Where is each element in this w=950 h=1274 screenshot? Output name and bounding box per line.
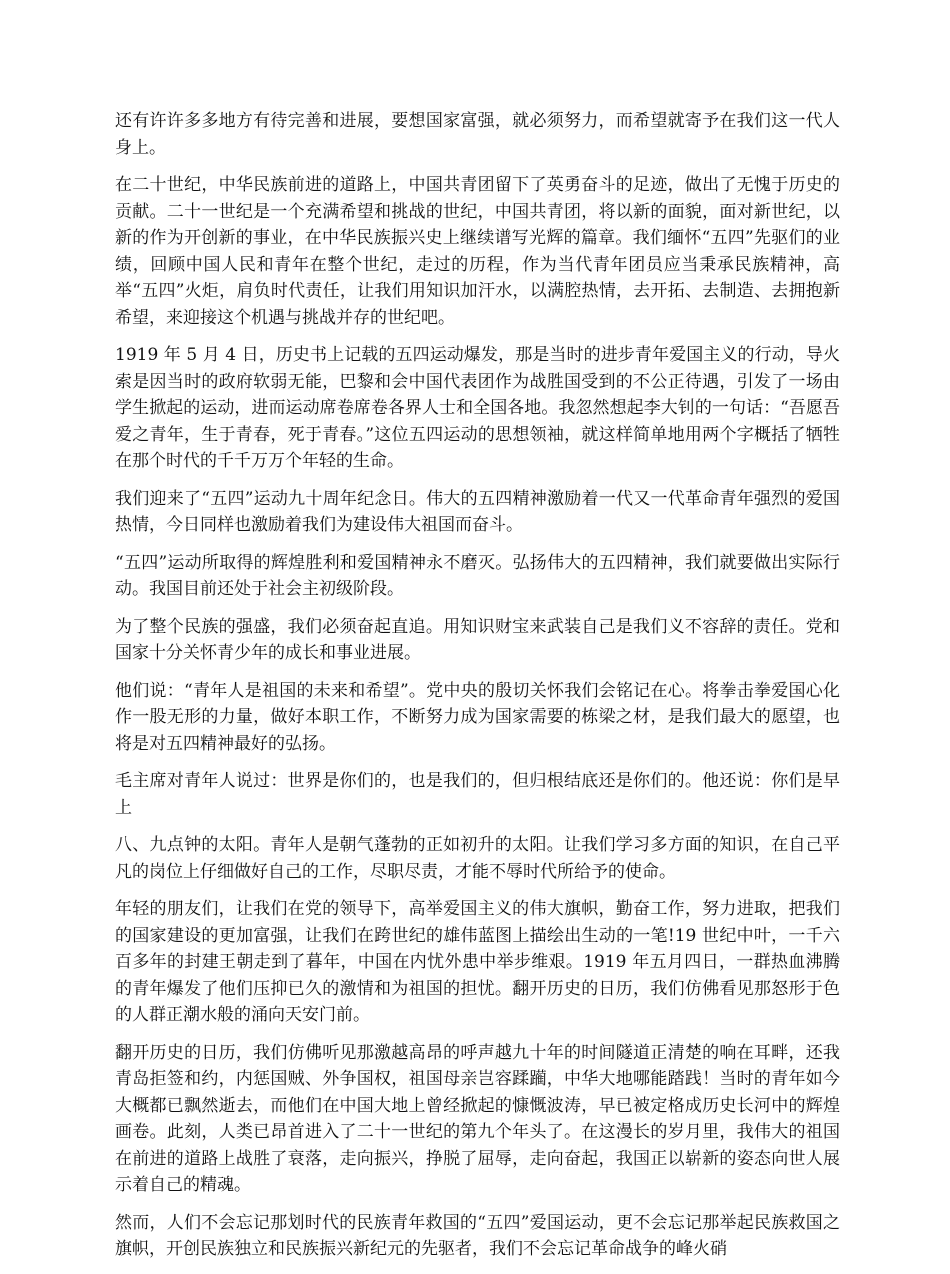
paragraph: 还有许许多多地方有待完善和进展，要想国家富强，就必须努力，而希望就寄予在我们这一代人身上。 <box>115 111 840 158</box>
paragraph: 在二十世纪，中华民族前进的道路上，中国共青团留下了英勇奋斗的足迹，做出了无愧于历史的贡献。二十一世纪是一个充满希望和挑战的世纪，中国共青团，将以新的面貌，面对新世纪，以新的作为开创新的事业，在中华民族振兴史上继续谱写光辉的篇章。我们缅怀“五四”先驱们的业绩，回顾中国人民和青年在整个世纪，走过的历程，作为当代青年团员应当秉承民族精神，高举“五四”火炬，肩负时代责任，让我们用知识加汗水，以满腔热情，去开拓、去制造、去拥抱新希望，来迎接这个机遇与挑战并存的世纪吧。 <box>115 175 840 328</box>
paragraph: 然而，人们不会忘记那划时代的民族青年救国的“五四”爱国运动，更不会忘记那举起民族救国之旗帜，开创民族独立和民族振兴新纪元的先驱者，我们不会忘记革命战争的峰火硝 <box>115 1212 840 1259</box>
paragraph: 他们说：“青年人是祖国的未来和希望”。党中央的殷切关怀我们会铭记在心。将拳击拳爱国心化作一股无形的力量，做好本职工作，不断努力成为国家需要的栋梁之材，是我们最大的愿望，也将是对五四精神最好的弘扬。 <box>115 680 840 754</box>
paragraph: “五四”运动所取得的辉煌胜利和爱国精神永不磨灭。弘扬伟大的五四精神，我们就要做出实际行动。我国目前还处于社会主初级阶段。 <box>115 552 840 599</box>
paragraph: 年轻的朋友们，让我们在党的领导下，高举爱国主义的伟大旗帜，勤奋工作，努力进取，把我们的国家建设的更加富强，让我们在跨世纪的雄伟蓝图上描绘出生动的一笔!19 世纪中叶，一千六百多年的封建王朝走到了暮年，中国在内忧外患中举步维艰。1919 年五月四日，一群热血沸腾的青年爆发了他们压抑已久的激情和为祖国的担忧。翻开历史的日历，我们仿佛看见那怒形于色的人群正潮水般的涌向天安门前。 <box>115 899 840 1025</box>
paragraph: 八、九点钟的太阳。青年人是朝气蓬勃的正如初升的太阳。让我们学习多方面的知识，在自己平凡的岗位上仔细做好自己的工作，尽职尽责，才能不辱时代所给予的使命。 <box>115 835 840 882</box>
paragraph: 翻开历史的日历，我们仿佛听见那激越高昂的呼声越九十年的时间隧道正清楚的响在耳畔，还我青岛拒签和约，内惩国贼、外争国权，祖国母亲岂容蹂躏，中华大地哪能踏践！当时的青年如今大概都已飘然逝去，而他们在中国大地上曾经掀起的慷慨波涛，早已被定格成历史长河中的辉煌画卷。此刻，人类已昂首进入了二十一世纪的第九个年头了。在这漫长的岁月里，我伟大的祖国在前进的道路上战胜了衰落，走向振兴，挣脱了屈辱，走向奋起，我国正以崭新的姿态向世人展示着自己的精魂。 <box>115 1042 840 1195</box>
paragraph: 1919 年 5 月 4 日，历史书上记载的五四运动爆发，那是当时的进步青年爱国主义的行动，导火索是因当时的政府软弱无能，巴黎和会中国代表团作为战胜国受到的不公正待遇，引发了一场由学生掀起的运动，进而运动席卷席卷各界人士和全国各地。我忽然想起李大钊的一句话：“吾愿吾爱之青年，生于青春，死于青春。”这位五四运动的思想领袖，就这样简单地用两个字概括了牺牲在那个时代的千千万万个年轻的生命。 <box>115 345 840 471</box>
paragraph: 为了整个民族的强盛，我们必须奋起直追。用知识财宝来武装自己是我们义不容辞的责任。党和国家十分关怀青少年的成长和事业进展。 <box>115 616 840 663</box>
paragraph: 我们迎来了“五四”运动九十周年纪念日。伟大的五四精神激励着一代又一代革命青年强烈的爱国热情，今日同样也激励着我们为建设伟大祖国而奋斗。 <box>115 488 840 535</box>
document-body <box>115 108 840 1274</box>
paragraph: 毛主席对青年人说过：世界是你们的，也是我们的，但归根结底还是你们的。他还说：你们是早上 <box>115 771 840 818</box>
